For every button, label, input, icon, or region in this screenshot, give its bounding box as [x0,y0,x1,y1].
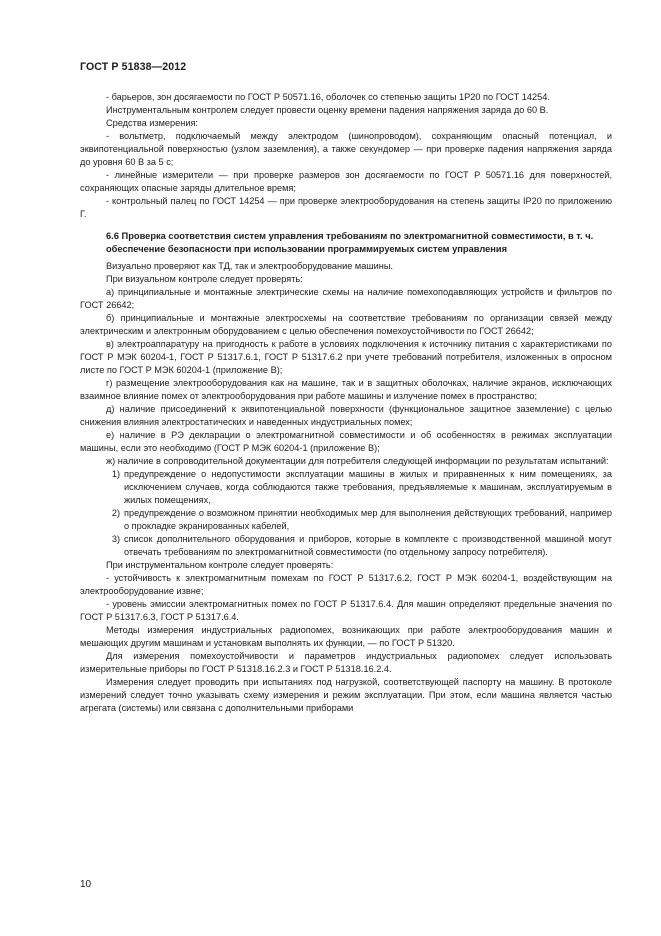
section-heading [80,230,612,255]
paragraph: Инструментальным контролем следует провести оценку времени падения напряжения заряда до 60 В. [106,105,549,115]
paragraph: При визуальном контроле следует проверять: [106,274,303,284]
paragraph: б) принципиальные и монтажные электросхемы на соответствие требованиям по организации связей между электрическим и электронным оборудованием с целью обеспечения помехоустойчивости по ГОСТ 26642; [80,313,612,336]
item-text: список дополнительного оборудования и приборов, которые в комплекте с производственной машиной могут отвечать требованиям по электромагнитной совместимости (по отдельному запросу потребителя). [124,534,612,557]
numbered-item [80,468,612,507]
paragraph: - контрольный палец по ГОСТ 14254 — при проверке электрооборудования на степень защиты IP20 по приложению Г. [80,196,612,219]
paragraph: - барьеров, зон досягаемости по ГОСТ Р 50571.16, оболочек со степенью защиты 1Р20 по ГОСТ 14254. [106,92,550,102]
paragraph: д) наличие присоединений к эквипотенциальной поверхности (функциональное защитное заземление) с целью снижения влияния электростатических и наведенных индустриальных помех; [80,404,612,427]
paragraph: - вольтметр, подключаемый между электродом (шинопроводом), сохраняющим опасный потенциал, и эквипотенциальной поверхностью (узлом заземления), а также секундомер — при проверке падения напряжения заряда до уровня 60 В за 5 с; [80,131,612,167]
item-text: предупреждение о недопустимости эксплуатации машины в жилых и приравненных к ним помещениях, за исключением случаев, когда соблюдаются также требования, предъявляемые к машинам, эксплуатируемым в жилых помещениях, [124,469,612,505]
paragraph: - устойчивость к электромагнитным помехам по ГОСТ Р 51317.6.2, ГОСТ Р МЭК 60204-1, воздействующим на электрооборудование извне; [80,573,612,596]
paragraph: Измерения следует проводить при испытаниях под нагрузкой, соответствующей паспорту на машину. В протоколе измерений следует точно указывать схему измерения и режим эксплуатации. При этом, если машина является частью агрегата (системы) или связана с дополнительными приборами [80,677,612,713]
paragraph: г) размещение электрооборудования как на машине, так и в защитных оболочках, наличие экранов, исключающих взаимное влияние помех от электрооборудования при работе машины и излучение помех в пространство; [80,378,612,401]
numbered-item [80,533,612,559]
paragraph: Для измерения помехоустойчивости и параметров индустриальных радиопомех следует использовать измерительные приборы по ГОСТ Р 51318.16.2.3 и ГОСТ Р 51318.16.2.4. [80,651,612,674]
item-number: 1) [111,469,120,479]
section-title: Проверка соответствия систем управления требованиям по электромагнитной совместимости, в т. ч. обеспечение безопасности при использовании программируемых систем управления [106,231,594,254]
paragraph: Средства измерения: [106,118,198,128]
paragraph: Визуально проверяют как ТД, так и электрооборудование машины. [106,261,394,271]
page-body [80,91,612,715]
numbered-item [80,507,612,533]
paragraph: Методы измерения индустриальных радиопомех, возникающих при работе электрооборудования машин и мешающих другим машинам и установкам выполнять их функции, — по ГОСТ Р 51320. [80,625,612,648]
item-number: 3) [111,534,120,544]
item-number: 2) [111,508,120,518]
paragraph: а) принципиальные и монтажные электрические схемы на наличие помехоподавляющих устройств и фильтров по ГОСТ 26642; [80,287,612,310]
standard-title: ГОСТ Р 51838—2012 [80,61,187,73]
paragraph: - уровень эмиссии электромагнитных помех по ГОСТ Р 51317.6.4. Для машин определяют предельные значения по ГОСТ Р 51317.6.3, ГОСТ Р 51317.6.4. [80,599,612,622]
paragraph: - линейные измерители — при проверке размеров зон досягаемости по ГОСТ Р 50571.16 для поверхностей, сохраняющих опасные заряды длительное время; [80,170,612,193]
paragraph: е) наличие в РЭ декларации о электромагнитной совместимости и об особенностях в режимах эксплуатации машины, если это необходимо (ГОСТ Р МЭК 60204-1 (приложение В); [80,430,612,453]
item-text: предупреждение о возможном принятии необходимых мер для выполнения действующих требований, например о прокладке экранированных кабелей, [124,508,612,531]
section-number: 6.6 [106,231,119,241]
paragraph: в) электроаппаратуру на пригодность к работе в условиях подключения к источнику питания с характеристиками по ГОСТ Р МЭК 60204-1, ГОСТ Р 51317.6.1, ГОСТ Р 51317.6.2 при учете требований потребителя, изложенных в опросном листе по ГОСТ Р МЭК 60204-1 (приложение В); [80,339,612,375]
paragraph: ж) наличие в сопроводительной документации для потребителя следующей информации по результатам испытаний: [106,456,609,466]
paragraph: При инструментальном контроле следует проверять: [106,560,334,570]
page-number: 10 [80,879,92,890]
